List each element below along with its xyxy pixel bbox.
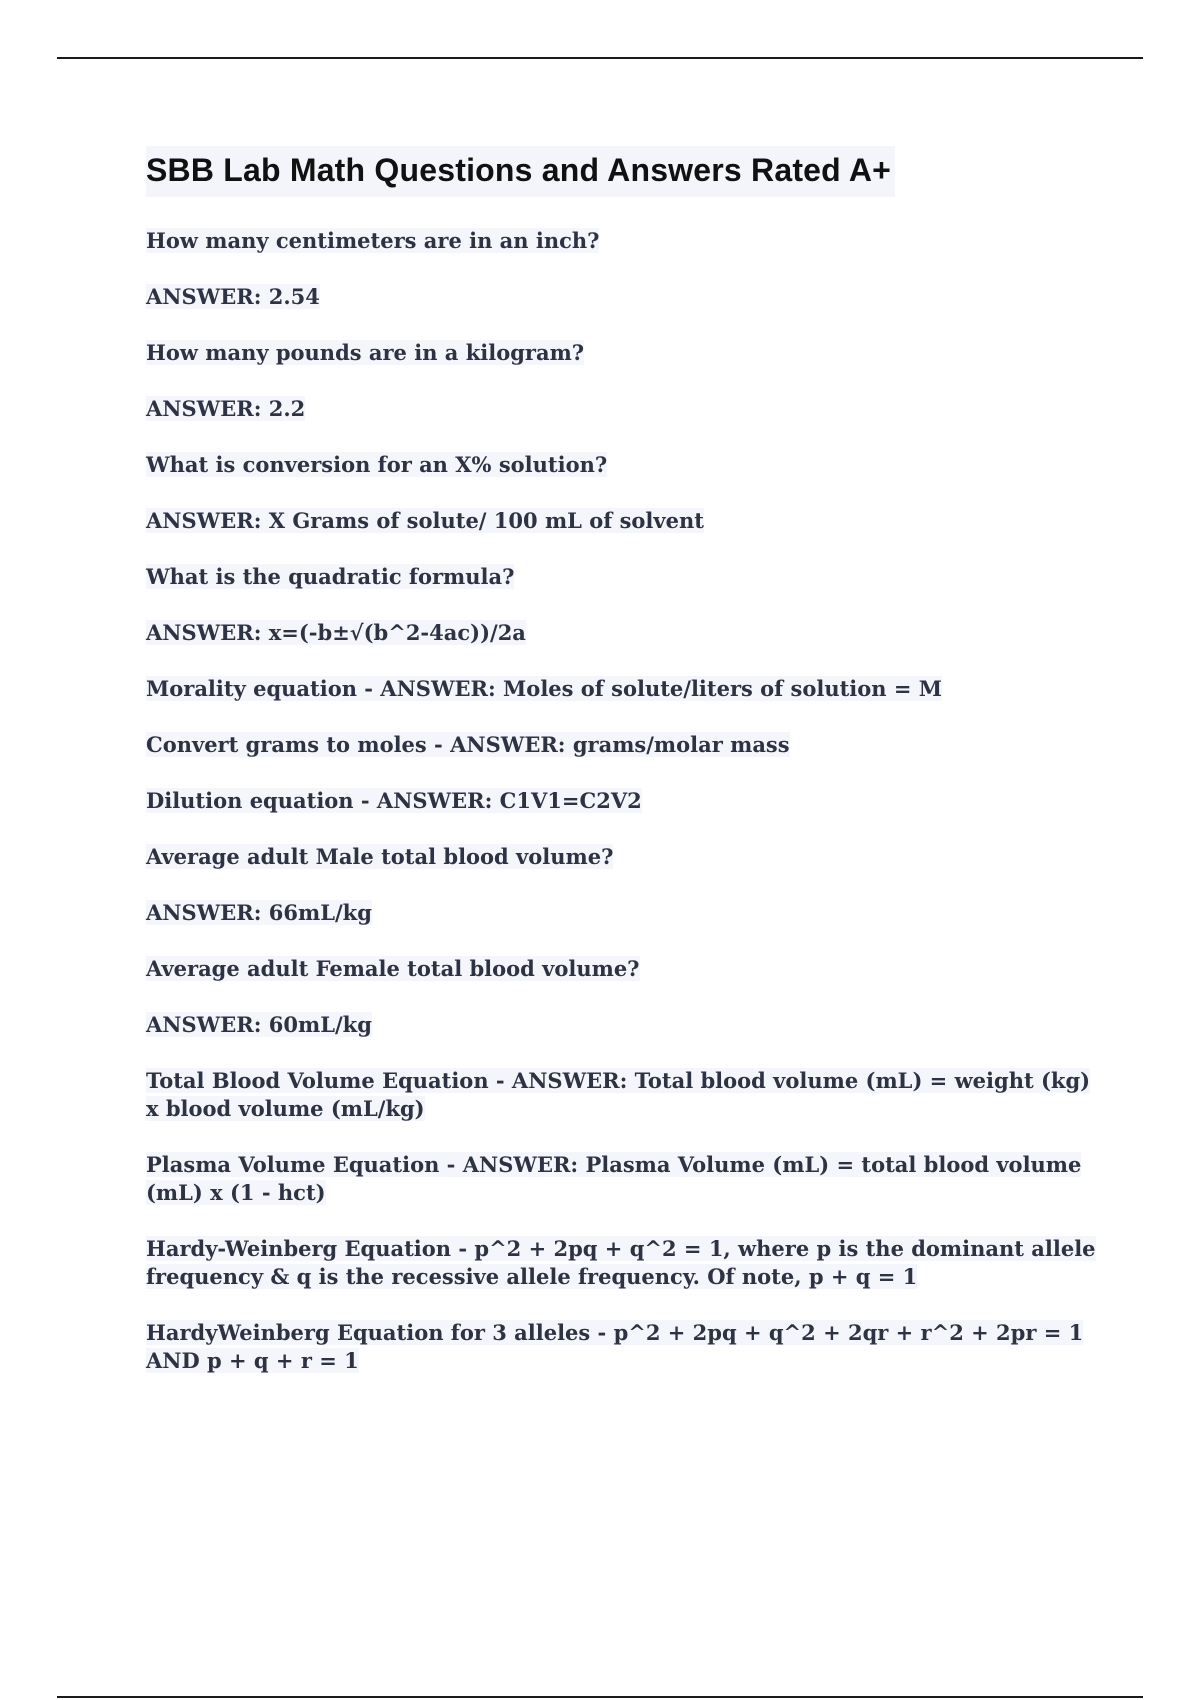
qa-line: How many centimeters are in an inch? — [146, 228, 600, 253]
qa-line: Hardy-Weinberg Equation - p^2 + 2pq + q^2 = 1, where p is the dominant allele frequency & q is the recessive allele frequency. Of note, p + q = 1 — [146, 1236, 1096, 1289]
qa-line: HardyWeinberg Equation for 3 alleles - p^2 + 2pq + q^2 + 2qr + r^2 + 2pr = 1 AND p + q + r = 1 — [146, 1320, 1084, 1373]
qa-line: Plasma Volume Equation - ANSWER: Plasma Volume (mL) = total blood volume (mL) x (1 - hct) — [146, 1152, 1082, 1205]
qa-line: How many pounds are in a kilogram? — [146, 340, 585, 365]
qa-line: Convert grams to moles - ANSWER: grams/molar mass — [146, 732, 790, 757]
document-title: SBB Lab Math Questions and Answers Rated A+ — [146, 146, 895, 197]
qa-line: Average adult Female total blood volume? — [146, 956, 640, 981]
qa-line: ANSWER: 60mL/kg — [146, 1012, 372, 1037]
qa-list — [146, 227, 1096, 1375]
qa-line: ANSWER: x=(-b±√(b^2-4ac))/2a — [146, 620, 526, 645]
qa-line: ANSWER: X Grams of solute/ 100 mL of solvent — [146, 508, 704, 533]
qa-line: Total Blood Volume Equation - ANSWER: Total blood volume (mL) = weight (kg) x blood volume (mL/kg) — [146, 1068, 1091, 1121]
qa-line: ANSWER: 2.54 — [146, 284, 320, 309]
top-rule — [57, 57, 1143, 59]
document-body — [146, 146, 1096, 1403]
qa-line: What is conversion for an X% solution? — [146, 452, 608, 477]
qa-line: Dilution equation - ANSWER: C1V1=C2V2 — [146, 788, 642, 813]
qa-line: ANSWER: 66mL/kg — [146, 900, 372, 925]
qa-line: ANSWER: 2.2 — [146, 396, 306, 421]
qa-line: What is the quadratic formula? — [146, 564, 515, 589]
qa-line: Average adult Male total blood volume? — [146, 844, 614, 869]
bottom-rule — [57, 1696, 1143, 1698]
qa-line: Morality equation - ANSWER: Moles of solute/liters of solution = M — [146, 676, 943, 701]
